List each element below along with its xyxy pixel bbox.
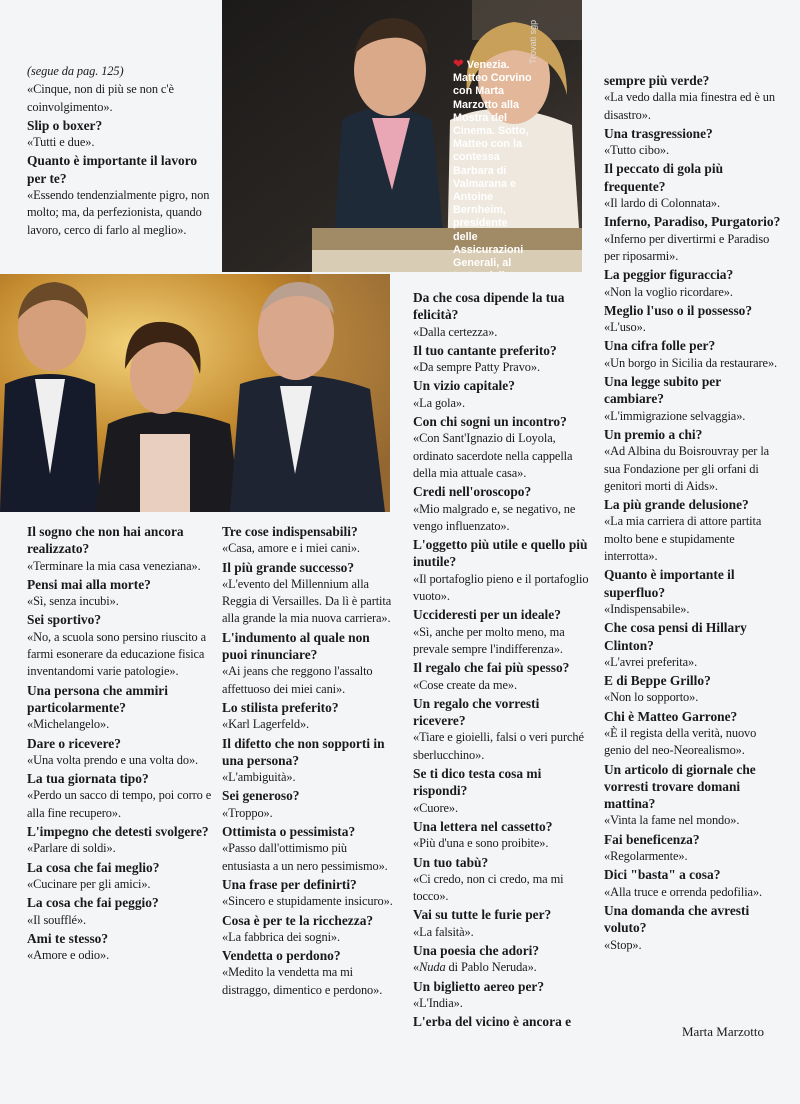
column-1 <box>27 523 217 965</box>
question: Il difetto che non sopporti in una persona? <box>222 735 385 768</box>
answer: «L'immigrazione selvaggia». <box>604 408 746 423</box>
answer: «Cinque, non di più se non c'è coinvolgimento». <box>27 82 174 114</box>
answer: «Regolarmente». <box>604 849 688 864</box>
answer: «Non la voglio ricordare». <box>604 284 733 299</box>
question: Un premio a chi? <box>604 426 703 442</box>
question: Il sogno che non hai ancora realizzato? <box>27 524 184 557</box>
answer: «L'evento del Millennium alla Reggia di Versailles. Da lì è partita alla grande la mia nuova carriera». <box>222 576 392 626</box>
question: Dare o ricevere? <box>27 735 121 751</box>
question: Credi nell'oroscopo? <box>413 484 532 500</box>
photo-caption-text: Venezia. Matteo Corvino con Marta Marzotto alla Mostra del Cinema. Sotto, Matteo con la contessa Barbara di Valmarana e Antoine Bernheim, presidente delle Assicurazioni Generali, al <box>453 59 532 270</box>
question: Cosa è per te la ricchezza? <box>222 912 374 928</box>
question: Ami te stesso? <box>27 930 109 946</box>
answer: «La fabbrica dei sogni». <box>222 929 341 944</box>
photo-credit: Trovati sgp <box>528 19 538 64</box>
answer: «Casa, amore e i miei cani». <box>222 541 360 556</box>
answer: «La vedo dalla mia finestra ed è un disastro». <box>604 90 775 122</box>
question: La più grande delusione? <box>604 497 749 513</box>
answer: «Ci credo, non ci credo, ma mi tocco». <box>413 871 564 904</box>
answer: «La mia carriera di attore partita molto bene e stupidamente interrotta». <box>604 514 762 564</box>
column-2 <box>222 523 394 1000</box>
answer: «Ad Albina du Boisrouvray per la sua Fondazione per gli orfani di genitori morti di Aids». <box>604 444 770 493</box>
question: Sei sportivo? <box>27 612 102 628</box>
question: Slip o boxer? <box>27 117 103 133</box>
question: Un biglietto aereo per? <box>413 978 545 994</box>
answer-part: Nuda <box>419 960 446 975</box>
answer-part: « <box>413 960 420 975</box>
question: Lo stilista preferito? <box>222 699 339 715</box>
answer: «Cucinare per gli amici». <box>27 876 151 891</box>
answer: «Stop». <box>604 937 642 952</box>
question: Una trasgressione? <box>604 125 713 141</box>
question: Vai su tutte le furie per? <box>413 907 552 923</box>
photo-fenice-illustration <box>0 274 390 512</box>
question: Dici "basta" a cosa? <box>604 867 721 883</box>
answer: «Il soufflé». <box>27 912 87 927</box>
photo-fenice <box>0 274 390 512</box>
answer: «Sì, anche per molto meno, ma prevale sempre l'indifferenza». <box>413 624 565 656</box>
heart-icon: ❤ <box>453 56 464 71</box>
answer: «Mio malgrado e, se negativo, ne vengo influenzato». <box>413 501 576 533</box>
question: Il peccato di gola più frequente? <box>604 161 724 194</box>
question: Quanto è importante il superfluo? <box>604 567 735 600</box>
column-3 <box>413 289 593 1030</box>
question: La tua giornata tipo? <box>27 771 149 787</box>
answer: «Amore e odio». <box>27 948 110 963</box>
answer: «Più d'una e sono proibite». <box>413 836 549 851</box>
photo-caption <box>453 57 533 272</box>
answer: «Indispensabile». <box>604 601 690 616</box>
answer: «Karl Lagerfeld». <box>222 717 310 732</box>
question: Tre cose indispensabili? <box>222 524 358 539</box>
question: Il regalo che fai più spesso? <box>413 660 570 676</box>
question: Vendetta o perdono? <box>222 948 341 964</box>
question: Se ti dico testa cosa mi rispondi? <box>413 766 542 799</box>
answer: «No, a scuola sono persino riuscito a farmi esonerare da educazione fisica inventandomi varie patologie». <box>27 629 207 679</box>
answer: «Tutto cibo». <box>604 143 670 158</box>
answer: «Sì, senza incubi». <box>27 594 119 609</box>
question: Una persona che ammiri particolarmente? <box>27 682 168 715</box>
question: Una legge subito per cambiare? <box>604 374 721 407</box>
question: Pensi mai alla morte? <box>27 576 151 592</box>
answer: «Terminare la mia casa veneziana». <box>27 558 201 573</box>
question: Un regalo che vorresti ricevere? <box>413 695 540 729</box>
answer: «Dalla certezza». <box>413 324 498 339</box>
answer: «Il lardo di Colonnata». <box>604 196 720 211</box>
answer: «Michelangelo». <box>27 717 110 732</box>
question: Meglio l'uso o il possesso? <box>604 302 753 318</box>
answer: «La gola». <box>413 395 465 410</box>
question: Ottimista o pessimista? <box>222 824 356 840</box>
question: Inferno, Paradiso, Purgatorio? <box>604 214 781 230</box>
answer: «L'uso». <box>604 320 646 335</box>
answer: «Il portafoglio pieno e il portafoglio vuoto». <box>413 571 589 604</box>
question: Una lettera nel cassetto? <box>413 818 553 834</box>
question: Con chi sogni un incontro? <box>413 414 567 430</box>
question: La peggior figuraccia? <box>604 267 734 283</box>
question: Un articolo di giornale che vorresti trovare domani mattina? <box>604 761 756 812</box>
question: Una frase per definirti? <box>222 876 357 892</box>
answer: «Una volta prendo e una volta do». <box>27 752 199 767</box>
column-4 <box>604 72 782 955</box>
answer: «Tutti e due». <box>27 135 95 150</box>
question: Una domanda che avresti voluto? <box>604 902 750 936</box>
answer: «Non lo sopporto». <box>604 690 699 705</box>
column-1-top <box>27 63 217 240</box>
question: L'erba del vicino è ancora e <box>413 1014 572 1030</box>
question: Il tuo cantante preferito? <box>413 342 557 358</box>
answer: «Passo dall'ottimismo più entusiasta a un nero pessimismo». <box>222 841 388 873</box>
question: La cosa che fai peggio? <box>27 895 159 911</box>
answer: «Troppo». <box>222 805 273 820</box>
author-signature: Marta Marzotto <box>682 1024 764 1039</box>
answer: «Un borgo in Sicilia da restaurare». <box>604 355 778 370</box>
answer: «Vinta la fame nel mondo». <box>604 813 740 828</box>
question: Uccideresti per un ideale? <box>413 607 561 623</box>
answer: «È il regista della verità, nuovo genio del neo-Neorealismo». <box>604 725 757 758</box>
answer: «Essendo tendenzialmente pigro, non molto; ma, da perfezionista, quando lavoro, cerco di farlo al meglio». <box>27 188 210 237</box>
question: Che cosa pensi di Hillary Clinton? <box>604 620 747 653</box>
question: Il più grande successo? <box>222 559 355 575</box>
answer: «Con Sant'Ignazio di Loyola, ordinato sacerdote nella cappella della mia attuale casa». <box>413 431 573 480</box>
question: La cosa che fai meglio? <box>27 859 160 875</box>
question: Fai beneficenza? <box>604 831 700 847</box>
question: Una poesia che adori? <box>413 942 540 958</box>
question: Sei generoso? <box>222 788 300 804</box>
continued-note: (segue da pag. 125) <box>27 64 124 78</box>
answer: «La falsità». <box>413 924 474 939</box>
answer: «Tiare e gioielli, falsi o veri purché sberlucchino». <box>413 730 584 762</box>
answer: «Medito la vendetta ma mi distraggo, dimentico e perdono». <box>222 965 383 997</box>
question: Un tuo tabù? <box>413 854 489 870</box>
question: L'indumento al quale non puoi rinunciare? <box>222 629 370 663</box>
answer <box>413 959 593 976</box>
answer: «Inferno per divertirmi e Paradiso per riposarmi». <box>604 231 770 263</box>
answer: «Ai jeans che reggono l'assalto affettuoso dei miei cani». <box>222 664 373 696</box>
question: Chi è Matteo Garrone? <box>604 708 738 724</box>
question: L'oggetto più utile e quello più inutile? <box>413 537 588 570</box>
answer: «Sincero e stupidamente insicuro». <box>222 894 393 909</box>
question: E di Beppe Grillo? <box>604 673 711 689</box>
answer-part: di Pablo Neruda». <box>445 960 537 975</box>
photo-venezia <box>222 0 582 272</box>
answer: «Da sempre Patty Pravo». <box>413 360 540 375</box>
answer: «Cose create da me». <box>413 677 517 692</box>
answer: «L'avrei preferita». <box>604 654 698 669</box>
question: Da che cosa dipende la tua felicità? <box>413 290 565 323</box>
question: L'impegno che detesti svolgere? <box>27 824 209 840</box>
answer: «Cuore». <box>413 800 458 815</box>
question: Un vizio capitale? <box>413 378 515 394</box>
answer: «Alla truce e orrenda pedofilia». <box>604 884 763 899</box>
answer: «Perdo un sacco di tempo, poi corro e alla fine recupero». <box>27 788 212 820</box>
question: Una cifra folle per? <box>604 338 716 354</box>
question: sempre più verde? <box>604 73 710 88</box>
answer: «L'India». <box>413 995 463 1010</box>
answer: «L'ambiguità». <box>222 770 296 785</box>
answer: «Parlare di soldi». <box>27 841 116 856</box>
question: Quanto è importante il lavoro per te? <box>27 153 198 186</box>
